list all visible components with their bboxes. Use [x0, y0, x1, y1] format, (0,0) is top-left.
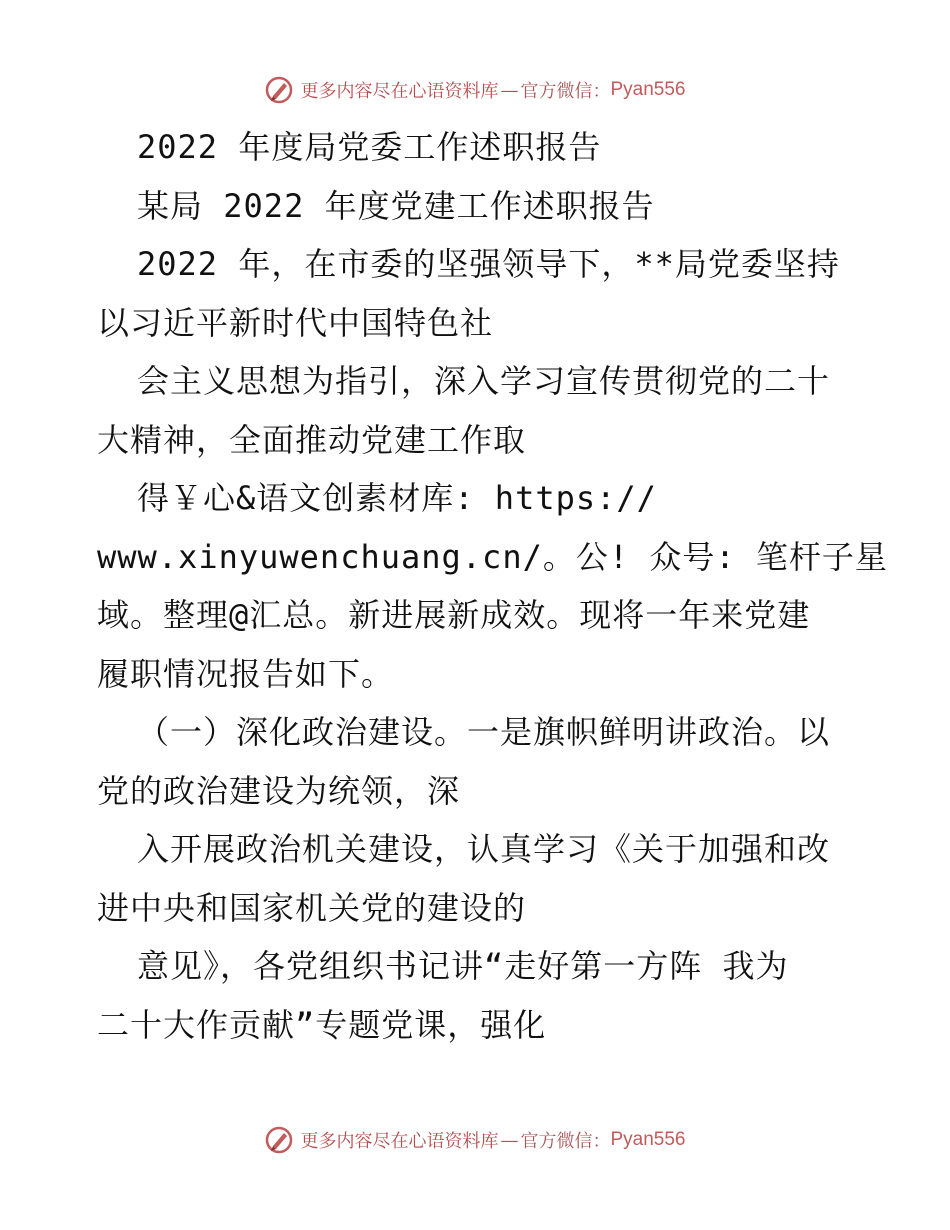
- doc-line: 2022 年，在市委的坚强领导下，**局党委坚持: [137, 245, 840, 283]
- watermark-site: 更多内容尽在心语资料库: [300, 1131, 499, 1152]
- doc-line: 入开展政治机关建设，认真学习《关于加强和改: [137, 830, 831, 868]
- doc-line: 意见》，各党组织书记讲“走好第一方阵 我为: [137, 947, 789, 985]
- document-body: [97, 118, 888, 1054]
- doc-line: 二十大作贡献”专题党课，强化: [97, 1005, 547, 1044]
- watermark-label: 官方微信：: [520, 81, 611, 102]
- doc-line: 某局 2022 年度党建工作述职报告: [137, 186, 655, 225]
- pen-logo-icon: [264, 1125, 294, 1155]
- doc-line: 以习近平新时代中国特色社: [97, 303, 494, 342]
- watermark-site: 更多内容尽在心语资料库: [300, 81, 499, 102]
- doc-line: （一）深化政治建设。一是旗帜鲜明讲政治。以: [137, 713, 831, 751]
- watermark-footer: [0, 1120, 950, 1160]
- doc-line: 大精神，全面推动党建工作取: [97, 420, 527, 459]
- doc-line: 履职情况报告如下。: [97, 654, 395, 693]
- doc-line: 2022 年度局党委工作述职报告: [137, 128, 602, 166]
- watermark-separator: —: [500, 79, 519, 101]
- doc-line: 党的政治建设为统领，深: [97, 771, 461, 810]
- watermark-label: 官方微信：: [520, 1131, 611, 1152]
- watermark-separator: —: [500, 1129, 519, 1151]
- watermark-id: Pyan556: [610, 79, 686, 100]
- doc-line: 会主义思想为指引，深入学习宣传贯彻党的二十: [137, 362, 831, 400]
- pen-logo-icon: [264, 75, 294, 105]
- watermark-id: Pyan556: [610, 1129, 686, 1150]
- doc-line: 进中央和国家机关党的建设的: [97, 888, 527, 927]
- watermark-header: [0, 70, 950, 110]
- doc-line: 域。整理@汇总。新进展新成效。现将一年来党建: [97, 596, 811, 634]
- doc-line: 得￥心&语文创素材库: https://: [137, 479, 657, 517]
- doc-line: www.xinyuwenchuang.cn/。公! 众号: 笔杆子星: [97, 537, 888, 576]
